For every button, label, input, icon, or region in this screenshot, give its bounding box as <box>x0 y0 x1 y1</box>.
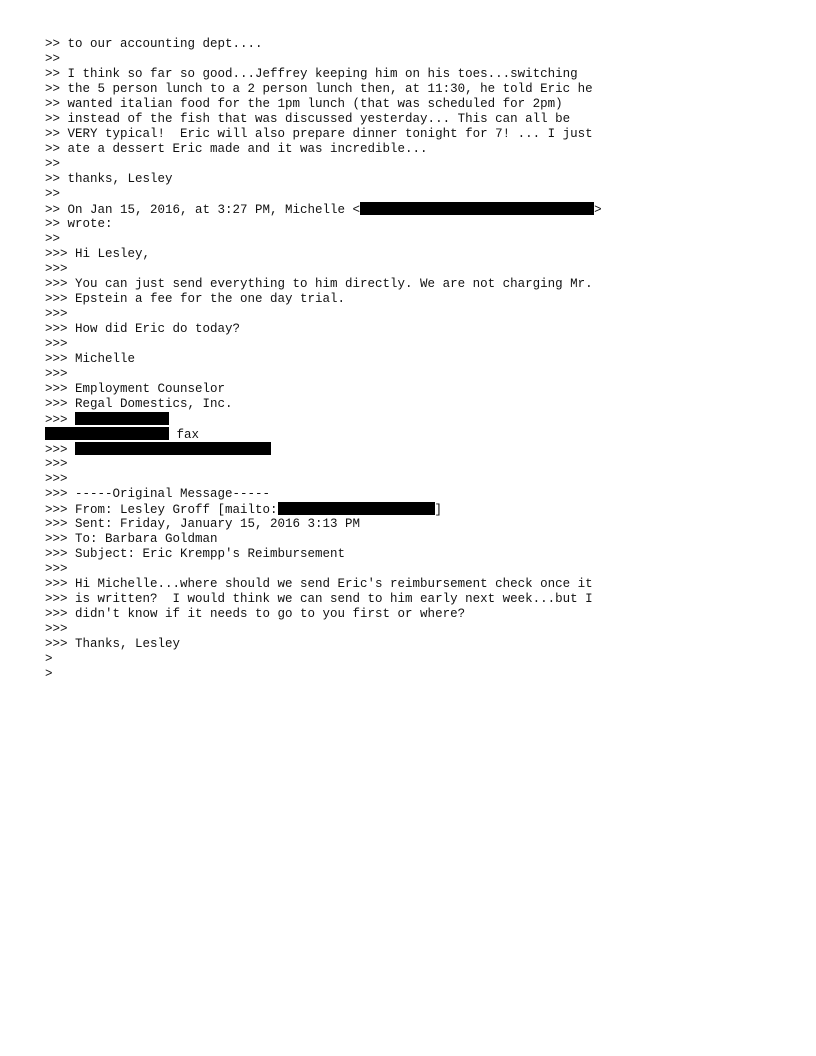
line-text: fax <box>169 428 200 442</box>
email-line: >>> Thanks, Lesley <box>45 637 181 651</box>
email-line: >>> -----Original Message----- <box>45 487 271 501</box>
line-text: ] <box>434 503 443 517</box>
email-line: >>> <box>45 562 68 576</box>
email-line: >> <box>45 52 61 66</box>
email-line: >>> <box>45 307 68 321</box>
email-line: >> wanted italian food for the 1pm lunch (that was scheduled for 2pm) <box>45 97 563 111</box>
email-line: >>> How did Eric do today? <box>45 322 241 336</box>
email-line: > <box>45 667 53 681</box>
email-line <box>45 427 785 442</box>
email-line: >> <box>45 187 61 201</box>
email-line: >> I think so far so good...Jeffrey keeping him on his toes...switching <box>45 67 578 81</box>
redaction-box <box>75 412 169 425</box>
email-line: >>> Hi Michelle...where should we send Eric's reimbursement check once it <box>45 577 593 591</box>
redaction-box <box>278 502 435 515</box>
email-line: >>> <box>45 367 68 381</box>
email-line: >> thanks, Lesley <box>45 172 173 186</box>
email-line: >>> <box>45 337 68 351</box>
email-line: >>> Michelle <box>45 352 136 366</box>
email-line: >>> Regal Domestics, Inc. <box>45 397 233 411</box>
email-line: >>> Epstein a fee for the one day trial. <box>45 292 346 306</box>
email-line: >> wrote: <box>45 217 113 231</box>
email-line: >> <box>45 232 61 246</box>
redaction-box <box>45 427 169 440</box>
line-text: > <box>594 203 602 217</box>
email-line: >>> <box>45 262 68 276</box>
email-line: >>> Employment Counselor <box>45 382 226 396</box>
email-line: >>> <box>45 622 68 636</box>
redaction-box <box>360 202 594 215</box>
email-line: >>> To: Barbara Goldman <box>45 532 218 546</box>
email-line: >> VERY typical! Eric will also prepare dinner tonight for 7! ... I just <box>45 127 593 141</box>
email-line <box>45 412 785 427</box>
email-line <box>45 202 785 217</box>
email-document <box>45 37 785 682</box>
email-line: >> ate a dessert Eric made and it was incredible... <box>45 142 428 156</box>
email-line: > <box>45 652 53 666</box>
email-line: >> to our accounting dept.... <box>45 37 263 51</box>
email-line: >>> <box>45 472 68 486</box>
line-text: >>> From: Lesley Groff [mailto: <box>45 503 278 517</box>
email-line: >> <box>45 157 61 171</box>
email-line: >>> Sent: Friday, January 15, 2016 3:13 PM <box>45 517 361 531</box>
email-line: >>> You can just send everything to him directly. We are not charging Mr. <box>45 277 593 291</box>
email-line: >>> is written? I would think we can send to him early next week...but I <box>45 592 593 606</box>
line-text: >>> <box>45 443 76 457</box>
email-line: >>> Hi Lesley, <box>45 247 151 261</box>
email-line: >> instead of the fish that was discussed yesterday... This can all be <box>45 112 571 126</box>
line-text: >> On Jan 15, 2016, at 3:27 PM, Michelle < <box>45 203 361 217</box>
email-line: >>> Subject: Eric Krempp's Reimbursement <box>45 547 346 561</box>
email-line: >>> didn't know if it needs to go to you first or where? <box>45 607 466 621</box>
line-text: >>> <box>45 413 76 427</box>
email-line <box>45 502 785 517</box>
email-line: >>> <box>45 457 68 471</box>
email-line <box>45 442 785 457</box>
redaction-box <box>75 442 271 455</box>
email-line: >> the 5 person lunch to a 2 person lunch then, at 11:30, he told Eric he <box>45 82 593 96</box>
